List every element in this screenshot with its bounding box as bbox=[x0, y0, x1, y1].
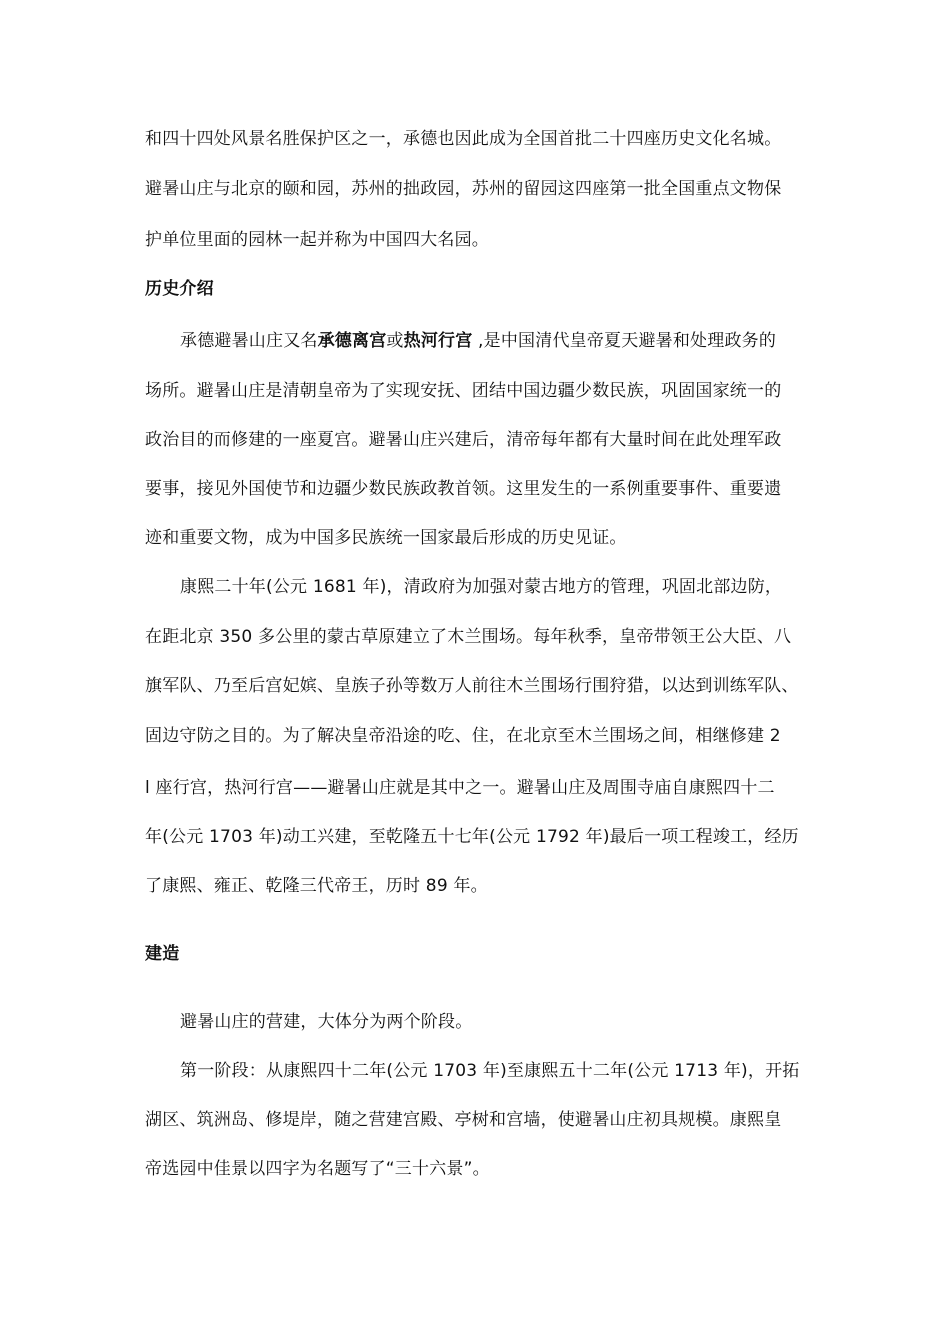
intro-line-2: 避暑山庄与北京的颐和园，苏州的拙政园，苏州的留园这四座第一批全国重点文物保 bbox=[145, 179, 782, 199]
history-p2-line-6: 年(公元 1703 年)动工兴建，至乾隆五十七年(公元 1792 年)最后一项工程竣工，经历 bbox=[145, 827, 799, 847]
intro-line-1: 和四十四处风景名胜保护区之一，承德也因此成为全国首批二十四座历史文化名城。 bbox=[145, 129, 782, 149]
history-p1-line-1 bbox=[180, 331, 776, 351]
history-p1-line-2: 场所。避暑山庄是清朝皇帝为了实现安抚、团结中国边疆少数民族，巩固国家统一的 bbox=[145, 381, 782, 401]
construction-p2-line-1: 第一阶段：从康熙四十二年(公元 1703 年)至康熙五十二年(公元 1713 年)，开拓 bbox=[180, 1061, 800, 1081]
history-p2-line-3: 旗军队、乃至后宫妃嫔、皇族子孙等数万人前往木兰围场行围狩猎，以达到训练军队、 bbox=[145, 676, 799, 696]
construction-p2-line-2: 湖区、筑洲岛、修堤岸，随之营建宫殿、亭树和宫墙，使避暑山庄初具规模。康熙皇 bbox=[145, 1110, 782, 1130]
intro-line-3: 护单位里面的园林一起并称为中国四大名园。 bbox=[145, 230, 489, 250]
history-p1-line-5: 迹和重要文物，成为中国多民族统一国家最后形成的历史见证。 bbox=[145, 528, 627, 548]
history-p2-line-2: 在距北京 350 多公里的蒙古草原建立了木兰围场。每年秋季，皇帝带领王公大臣、八 bbox=[145, 627, 792, 647]
history-p2-line-7: 了康熙、雍正、乾隆三代帝王，历时 89 年。 bbox=[145, 876, 488, 896]
history-p1-text-e: ,是中国清代皇帝夏天避暑和处理政务的 bbox=[472, 331, 777, 351]
history-p1-bold-name-2: 热河行宫 bbox=[403, 331, 473, 351]
history-p1-bold-name-1: 承德离宫 bbox=[317, 331, 387, 351]
construction-p2-line-3: 帝选园中佳景以四字为名题写了“三十六景”。 bbox=[145, 1159, 490, 1179]
history-p2-line-4: 固边守防之目的。为了解决皇帝沿途的吃、住，在北京至木兰围场之间，相继修建 2 bbox=[145, 726, 781, 746]
history-p1-line-3: 政治目的而修建的一座夏宫。避暑山庄兴建后，清帝每年都有大量时间在此处理军政 bbox=[145, 430, 782, 450]
history-p1-line-4: 要事，接见外国使节和边疆少数民族政教首领。这里发生的一系例重要事件、重要遗 bbox=[145, 479, 782, 499]
history-p2-line-1: 康熙二十年(公元 1681 年)，清政府为加强对蒙古地方的管理，巩固北部边防， bbox=[180, 577, 783, 597]
history-p2-line-5: l 座行宫，热河行宫——避暑山庄就是其中之一。避暑山庄及周围寺庙自康熙四十二 bbox=[145, 778, 775, 798]
history-p1-text-a: 承德避暑山庄又名 bbox=[180, 331, 318, 351]
construction-p1: 避暑山庄的营建，大体分为两个阶段。 bbox=[180, 1012, 473, 1032]
history-p1-text-c: 或 bbox=[386, 331, 404, 351]
section-heading-history: 历史介绍 bbox=[145, 279, 214, 299]
section-heading-construction: 建造 bbox=[145, 944, 180, 964]
